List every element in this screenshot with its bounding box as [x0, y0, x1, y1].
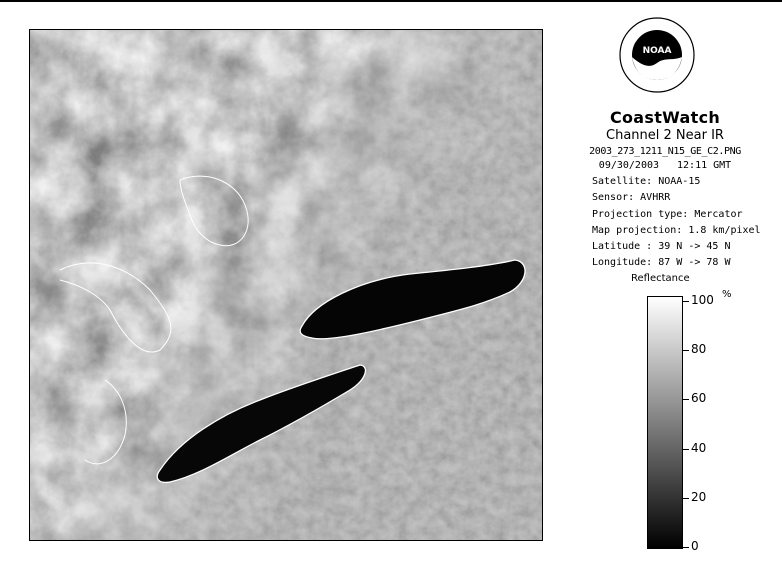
colorbar-tick [683, 301, 689, 302]
metadata-line: Latitude : 39 N -> 45 N [592, 241, 731, 253]
date-text: 09/30/2003 [598, 160, 660, 171]
metadata-panel [555, 108, 775, 272]
metadata-line: Sensor: AVHRR [592, 192, 671, 204]
metadata-list [592, 174, 775, 272]
channel-label: Channel 2 Near IR [606, 128, 724, 143]
satellite-image [29, 29, 543, 541]
colorbar-tick-label: 100 [691, 293, 714, 307]
colorbar-tick-label: 0 [691, 539, 699, 553]
colorbar-tick-label: 60 [691, 391, 707, 405]
colorbar-tick [683, 399, 689, 400]
colorbar-tick-label: 20 [691, 490, 707, 504]
metadata-line: Projection type: Mercator [592, 208, 743, 220]
colorbar-tick [683, 547, 689, 548]
metadata-line: Satellite: NOAA-15 [592, 176, 701, 187]
colorbar-tick [683, 449, 689, 450]
noaa-logo-text: NOAA [642, 46, 672, 56]
top-border [0, 0, 782, 2]
time-text: 12:11 GMT [677, 160, 732, 171]
colorbar-tick [683, 350, 689, 351]
file-name: 2003_273_1211_N15_GE_C2.PNG [589, 146, 741, 157]
colorbar-tick-label: 80 [691, 342, 707, 356]
colorbar-tick-label: 40 [691, 441, 707, 455]
reflectance-colorbar [647, 296, 683, 549]
colorbar-tick [683, 498, 689, 499]
date-time [555, 160, 775, 171]
colorbar-label: Reflectance [631, 273, 690, 284]
noaa-logo [619, 17, 695, 93]
metadata-line: Longitude: 87 W -> 78 W [592, 257, 731, 269]
metadata-line: Map projection: 1.8 km/pixel [592, 224, 761, 236]
colorbar-unit: % [722, 289, 732, 300]
product-title: CoastWatch [609, 108, 721, 127]
